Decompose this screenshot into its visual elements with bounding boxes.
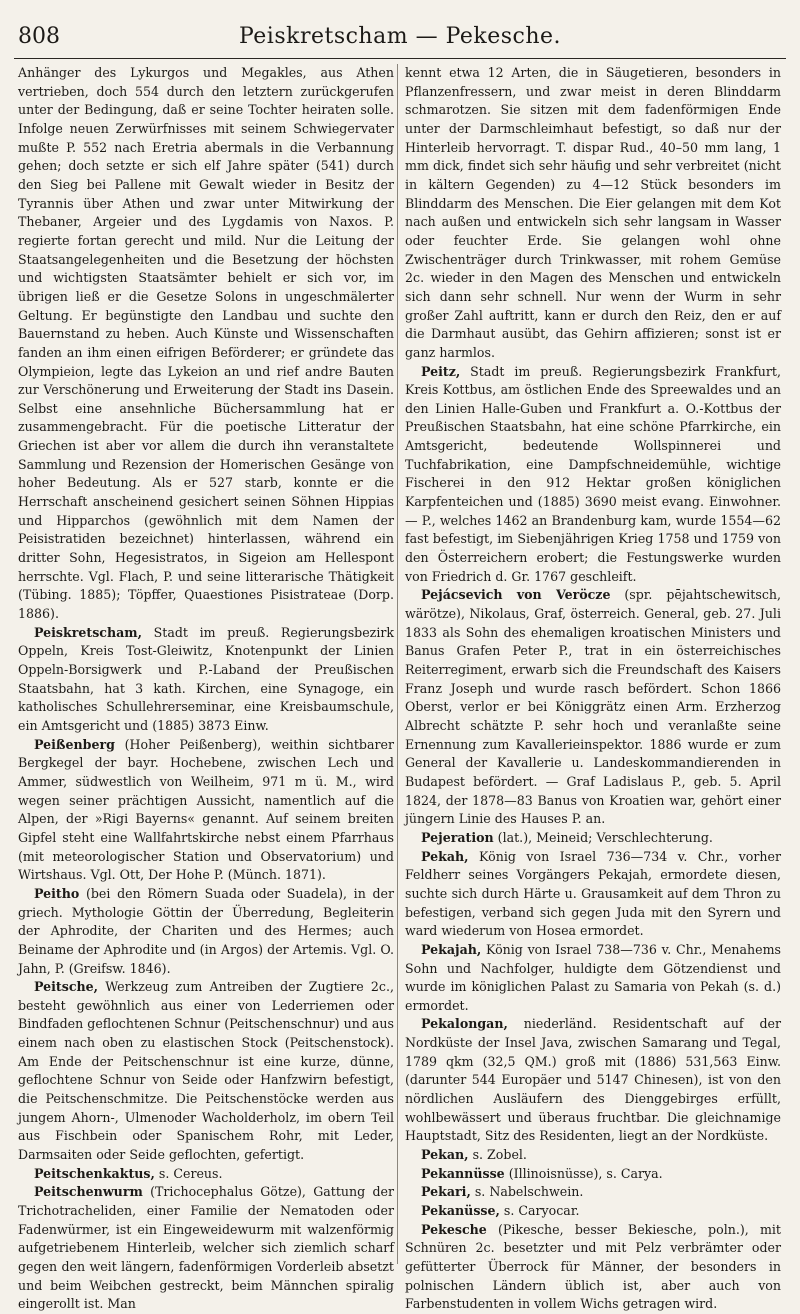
dictionary-entry [405, 586, 781, 829]
page-number: 808 [18, 24, 60, 49]
entry-headword: Peitschenwurm [34, 1184, 143, 1200]
entry-text: niederländ. Residentschaft auf der Nordküste der Insel Java, zwischen Samarang und Tegal, 1789 qkm (32,5 QM.) groß mit (1886) 531,563 Einw. (darunter 544 Europäer und 5147 Chinesen), ist von den nördlichen Ausläufern des Dienggebirges erfüllt, wohlbewässert und überaus fruchtbar. Die gleichnamige Hauptstadt, Sitz des Residenten, liegt an der Nordküste. [405, 1016, 781, 1144]
dictionary-entry [405, 1165, 781, 1184]
dictionary-entry [18, 1165, 394, 1184]
entry-text: s. Zobel. [468, 1147, 527, 1163]
entry-headword: Peißenberg [34, 736, 115, 752]
entry-text: kennt etwa 12 Arten, die in Säugetieren, besonders in Pflanzenfressern, und zwar meist in deren Blinddarm schmarotzen. Sie sitzen mit dem fadenförmigen Ende unter der Darmschleimhaut befestigt, so daß nur der Hinterleib hervorragt. T. dispar Rud., 40–50 mm lang, 1 mm dick, findet sich sehr häufig und sehr verbreitet (nicht in kältern Gegenden) zu 4—12 Stück besonders im Blinddarm des Menschen. Die Eier gelangen mit dem Kot nach außen und entwickeln sich sehr langsam in Wasser oder feuchter Erde. Sie gelangen wohl ohne Zwischenträger durch Trinkwasser, mit rohem Gemüse 2c. wieder in den Magen des Menschen und entwickeln sich dann sehr schnell. Nur wenn der Wurm in sehr großer Zahl auftritt, kann er durch den Reiz, den er auf die Darmhaut ausübt, das Gehirn affizieren; sonst ist er ganz harmlos. [405, 65, 781, 360]
dictionary-entry [405, 1202, 781, 1221]
dictionary-entry [405, 1146, 781, 1165]
entry-headword: Pekalongan, [421, 1016, 508, 1032]
entry-text: s. Caryocar. [499, 1203, 580, 1219]
entry-headword: Pekan, [421, 1147, 469, 1163]
entry-text: (spr. pējahtschewitsch, wärötze), Nikolaus, Graf, österreich. General, geb. 27. Juli 1833 als Sohn des ehemaligen kroatischen Ministers und Banus Grafen Peter P., trat in ein österreichisches Reiterregiment, erwarb sich die Freundschaft des Kaisers Franz Joseph und wurde rasch befördert. Schon 1866 Oberst, verlor er bei Königgrätz einen Arm. Erzherzog Albrecht schätzte P. sehr hoch und veranlaßte seine Ernennung zum Kavallerieinspektor. 1886 wurde er zum General der Kavallerie u. Landeskommandierenden in Budapest befördert. — Graf Ladislaus P., geb. 5. April 1824, der 1878—83 Banus von Kroatien war, gehört einer jüngern Linie des Hauses P. an. [405, 587, 781, 827]
entry-text: (bei den Römern Suada oder Suadela), in der griech. Mythologie Göttin der Überredung, Begleiterin der Aphrodite, der Chariten und des Hermes; auch Beiname der Aphrodite und (in Argos) der Artemis. Vgl. O. Jahn, P. (Greifsw. 1846). [18, 885, 394, 976]
entry-text: s. Nabelschwein. [470, 1184, 584, 1200]
dictionary-entry [18, 885, 394, 978]
entry-text: Stadt im preuß. Regierungsbezirk Oppeln, Kreis Tost-Gleiwitz, Knotenpunkt der Linien Oppeln-Borsigwerk und P.-Laband der Preußischen Staatsbahn, hat 3 kath. Kirchen, eine Synagoge, ein katholisches Schullehrerseminar, eine Kreisbaumschule, ein Amtsgericht und (1885) 3873 Einw. [18, 624, 394, 733]
entry-headword: Peitschenkaktus, [34, 1165, 155, 1181]
continued-entry [405, 64, 781, 363]
right-column [405, 64, 781, 1312]
dictionary-entry [18, 624, 394, 736]
dictionary-entry [405, 848, 781, 941]
dictionary-entry [405, 941, 781, 1016]
dictionary-entry [18, 978, 394, 1165]
entry-headword: Pekesche [421, 1221, 487, 1237]
entry-headword: Peitsche, [34, 979, 99, 995]
dictionary-entry [405, 363, 781, 587]
dictionary-entry [18, 736, 394, 885]
entry-text: König von Israel 738—736 v. Chr., Menahems Sohn und Nachfolger, huldigte dem Götzendienst und wurde im königlichen Palast zu Samaria von Pekah (s. d.) ermordet. [405, 941, 781, 1013]
dictionary-entry [405, 1183, 781, 1202]
entry-text: Stadt im preuß. Regierungsbezirk Frankfurt, Kreis Kottbus, am östlichen Ende des Spreewaldes und an den Linien Halle-Guben und Frankfurt a. O.-Kottbus der Preußischen Staatsbahn, hat eine schöne Pfarrkirche, ein Amtsgericht, bedeutende Wollspinnerei und Tuchfabrikation, eine Dampfschneidemühle, wichtige Fischerei in den 912 Hektar großen königlichen Karpfenteichen und (1885) 3690 meist evang. Einwohner. — P., welches 1462 an Brandenburg kam, wurde 1554—62 fast befestigt, im Siebenjährigen Krieg 1758 und 1759 von den Österreichern erobert; die Festungswerke wurden von Friedrich d. Gr. 1767 geschleift. [405, 363, 781, 584]
entry-text: (Pikesche, besser Bekiesche, poln.), mit Schnüren 2c. besetzter und mit Pelz verbrämter oder gefütterter Überrock für Männer, der besonders in polnischen Ländern üblich ist, aber auch von Farbenstudenten in vollem Wichs getragen wird. [405, 1221, 781, 1312]
entry-text: (Hoher Peißenberg), weithin sichtbarer Bergkegel der bayr. Hochebene, zwischen Lech und Ammer, südwestlich von Weilheim, 971 m ü. M., wird wegen seiner prächtigen Aussicht, namentlich auf die Alpen, der »Rigi Bayerns« genannt. Auf seinem breiten Gipfel steht eine Wallfahrtskirche nebst einem Pfarrhaus (mit meteorologischer Station und Observatorium) und Wirtshaus. Vgl. Ott, Der Hohe P. (Münch. 1871). [18, 736, 394, 883]
dictionary-entry [405, 1221, 781, 1314]
entry-text: (Illinoisnüsse), s. Carya. [504, 1165, 663, 1181]
entry-headword: Pekajah, [421, 941, 482, 957]
entry-headword: Peitho [34, 885, 80, 901]
left-column [18, 64, 394, 1312]
entry-headword: Pejácsevich von Veröcze [421, 587, 611, 603]
continued-entry [18, 64, 394, 624]
entry-text: s. Cereus. [154, 1165, 223, 1181]
dictionary-entry [18, 1183, 394, 1314]
header-rule [14, 58, 786, 59]
dictionary-entry [405, 1015, 781, 1146]
page-header [14, 18, 786, 58]
entry-headword: Pekanüsse, [421, 1203, 500, 1219]
entry-text: Anhänger des Lykurgos und Megakles, aus Athen vertrieben, doch 554 durch den letztern zurückgerufen unter der Bedingung, daß er seine Tochter heiraten solle. Infolge neuen Zerwürfnisses mit seinem Schwiegervater mußte P. 552 nach Eretria abermals in die Verbannung gehen; doch setzte er sich elf Jahre später (541) durch den Sieg bei Pallene mit Gewalt wieder in Besitz der Tyrannis über Athen und zwar unter Mitwirkung der Thebaner, Argeier und des Lygdamis von Naxos. P. regierte fortan gerecht und mild. Nur die Leitung der Staatsangelegenheiten und die Besetzung der höchsten und wichtigsten Staatsämter behielt er sich vor, im übrigen ließ er die Gesetze Solons in ungeschmälerter Geltung. Er begünstigte den Landbau und suchte den Bauernstand zu heben. Auch Künste und Wissenschaften fanden an ihm einen eifrigen Beförderer; er gründete das Olympieion, legte das Lykeion an und rief andre Bauten zur Verschönerung und Erweiterung der Stadt ins Dasein. Selbst eine ansehnliche Büchersammlung hat er zusammengebracht. Für die poetische Litteratur der Griechen ist aber vor allem die durch ihn veranstaltete Sammlung und Rezension der Homerischen Gesänge von hoher Bedeutung. Als er 527 starb, konnte er die Herrschaft anscheinend gesichert seinen Söhnen Hippias und Hipparchos (gewöhnlich mit dem Namen der Peisistratiden bezeichnet) hinterlassen, während ein dritter Sohn, Hegesistratos, in Sigeion am Hellespont herrschte. Vgl. Flach, P. und seine litterarische Thätigkeit (Tübing. 1885); Töpffer, Quaestiones Pisistrateae (Dorp. 1886). [18, 65, 394, 622]
entry-headword: Pekari, [421, 1184, 471, 1200]
entry-text: (lat.), Meineid; Verschlechterung. [493, 829, 713, 845]
running-head: Peiskretscham — Pekesche. [238, 24, 562, 49]
entry-headword: Pejeration [421, 829, 494, 845]
entry-headword: Pekannüsse [421, 1165, 505, 1181]
entry-headword: Pekah, [421, 848, 469, 864]
entry-text: König von Israel 736—734 v. Chr., vorher Feldherr seines Vorgängers Pekajah, ermordete diesen, suchte sich durch Härte u. Grausamkeit auf dem Thron zu befestigen, verband sich gegen Juda mit den Syrern und ward wiederum von Hosea ermordet. [405, 848, 781, 939]
entry-text: (Trichocephalus Götze), Gattung der Trichotracheliden, einer Familie der Nematoden oder Fadenwürmer, ist ein Eingeweidewurm mit walzenförmig aufgetriebenem Hinterleib, welcher sich ziemlich scharf gegen den weit längern, fadenförmigen Vorderleib absetzt und beim Weibchen gestreckt, beim Männchen spiralig eingerollt ist. Man [18, 1184, 394, 1312]
entry-text: Werkzeug zum Antreiben der Zugtiere 2c., besteht gewöhnlich aus einer von Lederriemen oder Bindfaden geflochtenen Schnur (Peitschenschnur) und aus einem nach oben zu elastischen Stock (Peitschenstock). Am Ende der Peitschenschnur ist eine kurze, dünne, geflochtene Schnur von Seide oder Hanfzwirn befestigt, die Peitschenschmitze. Die Peitschenstöcke werden aus jungem Ahorn-, Ulmenoder Wacholderholz, im obern Teil aus Fischbein oder Spanischem Rohr, mit Leder, Darmsaiten oder Seide geflochten, gefertigt. [18, 979, 394, 1163]
dictionary-entry [405, 829, 781, 848]
entry-headword: Peitz, [421, 363, 461, 379]
entry-headword: Peiskretscham, [34, 624, 142, 640]
column-divider [397, 64, 398, 1264]
